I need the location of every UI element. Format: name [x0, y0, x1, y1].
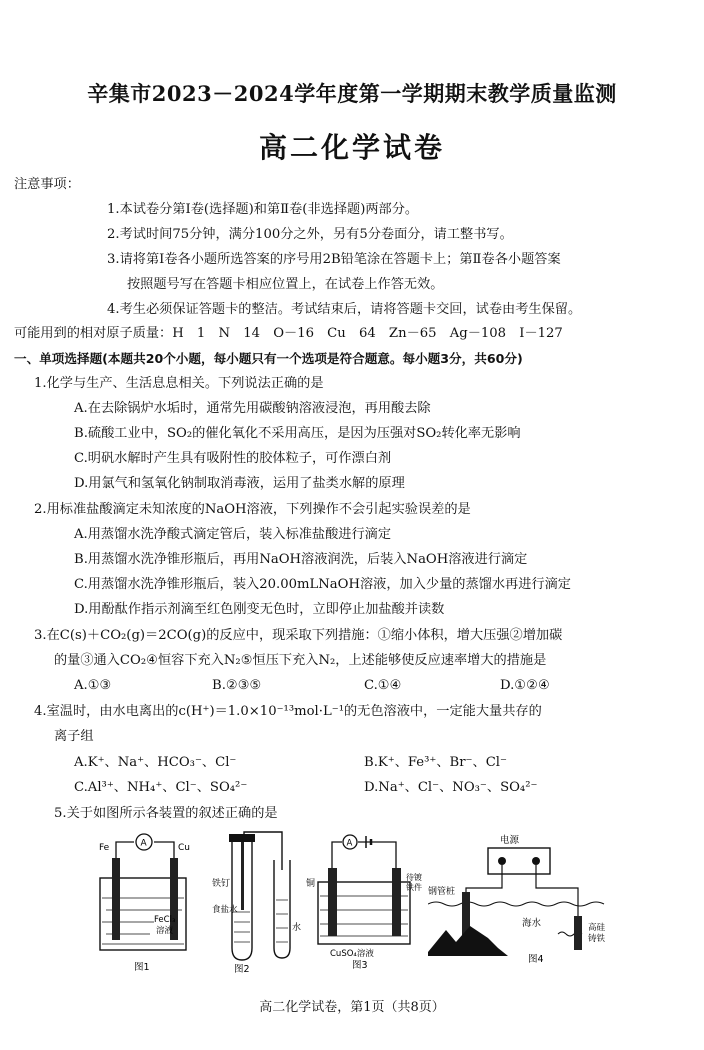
atomic-mass-line: 可能用到的相对原子质量：H 1 N 14 O－16 Cu 64 Zn－65 Ag－108 I－127	[14, 326, 563, 341]
notice-item: 4.考生必须保证答题卡的整洁。考试结束后，请将答题卡交回，试卷由考生保留。	[107, 302, 582, 317]
question-3-stem: 3.在C(s)＋CO₂(g)＝2CO(g)的反应中，现采取下列措施：①缩小体积，增大压强②增加碳	[34, 628, 563, 643]
fig2-caption: 图2	[234, 964, 250, 975]
q4-option-a: A.K⁺、Na⁺、HCO₃⁻、Cl⁻	[74, 755, 237, 770]
question-2-stem: 2.用标准盐酸滴定未知浓度的NaOH溶液，下列操作不会引起实验误差的是	[34, 502, 471, 517]
fig4-anode-label: 高硅	[588, 923, 606, 933]
fig4-anode-label-2: 铸铁	[588, 934, 606, 944]
fig3-solution-label: CuSO₄溶液	[330, 949, 374, 959]
fig3-meter-label: A	[346, 838, 353, 849]
fig3-iron-part	[392, 868, 401, 936]
notice-item: 按照题号写在答题卡相应位置上，在试卷上作答无效。	[127, 277, 444, 292]
q3-option-a: A.①③	[74, 678, 112, 693]
q2-option-d: D.用酚酞作指示剂滴至红色刚变无色时，立即停止加盐酸并读数	[74, 602, 445, 617]
fig4-caption: 图4	[528, 954, 544, 965]
fig1-solution-label: FeCl₃	[154, 915, 176, 925]
fig4-pile-label: 钢管桩	[428, 887, 456, 897]
notice-item: 1.本试卷分第Ⅰ卷(选择题)和第Ⅱ卷(非选择题)两部分。	[107, 202, 419, 217]
fig4-seawater-label: 海水	[522, 918, 542, 929]
q3-option-b: B.②③⑤	[212, 678, 262, 693]
q2-option-c: C.用蒸馏水洗净锥形瓶后，装入20.00mLNaOH溶液，加入少量的蒸馏水再进行滴定	[74, 577, 571, 592]
exam-subject-title: 高二化学试卷	[258, 131, 445, 164]
question-3-stem-cont: 的量③通入CO₂④恒容下充入N₂⑤恒压下充入N₂，上述能够使反应速率增大的措施是	[54, 653, 547, 668]
question-4-stem: 4.室温时，由水电离出的c(H⁺)＝1.0×10⁻¹³mol·L⁻¹的无色溶液中，一定能大量共存的	[34, 704, 542, 719]
figure-4-cathodic-protection	[428, 830, 618, 978]
fig2-water-label: 水	[292, 923, 302, 933]
fig1-fe-electrode	[112, 858, 120, 940]
question-4-stem-cont: 离子组	[54, 729, 94, 744]
notice-item: 2.考试时间75分钟，满分100分之外，另有5分卷面分，请工整书写。	[107, 227, 513, 242]
q4-option-c: C.Al³⁺、NH₄⁺、Cl⁻、SO₄²⁻	[74, 780, 248, 795]
q1-option-a: A.在去除锅炉水垢时，通常先用碳酸钠溶液浸泡，再用酸去除	[74, 401, 431, 416]
q1-option-d: D.用氯气和氢氧化钠制取消毒液，运用了盐类水解的原理	[74, 476, 405, 491]
figure-1-galvanic-cell	[94, 830, 194, 978]
fig4-power-label: 电源	[500, 835, 520, 846]
question-1-stem: 1.化学与生产、生活息息相关。下列说法正确的是	[34, 376, 324, 391]
figure-3-electroplating	[306, 830, 426, 978]
q3-option-c: C.①④	[364, 678, 402, 693]
fig1-solution-label-2: 溶液	[156, 926, 174, 936]
fig4-power-supply	[488, 848, 550, 874]
fig2-nail-label: 铁钉	[212, 879, 231, 889]
question-5-stem: 5.关于如图所示各装置的叙述正确的是	[54, 806, 278, 821]
fig3-copper-electrode	[328, 868, 337, 936]
fig2-water-tube	[274, 860, 290, 958]
q4-option-b: B.K⁺、Fe³⁺、Br⁻、Cl⁻	[364, 755, 507, 770]
fig1-meter-label: A	[140, 838, 147, 849]
fig3-right-label-2: 铁件	[406, 883, 422, 892]
q4-option-d: D.Na⁺、Cl⁻、NO₃⁻、SO₄²⁻	[364, 780, 538, 795]
page-footer: 高二化学试卷，第1页（共8页）	[259, 1000, 445, 1015]
fig1-right-electrode-label: Cu	[178, 843, 190, 853]
exam-title: 辛集市2023－2024学年度第一学期期末教学质量监测	[87, 81, 617, 106]
figure-2-nail-corrosion	[212, 830, 304, 978]
q1-option-c: C.明矾水解时产生具有吸附性的胶体粒子，可作漂白剂	[74, 451, 392, 466]
fig1-caption: 图1	[134, 962, 150, 973]
notice-item: 3.请将第Ⅰ卷各小题所选答案的序号用2B铅笔涂在答题卡上；第Ⅱ卷各小题答案	[107, 252, 561, 267]
fig3-caption: 图3	[352, 960, 368, 971]
q3-option-d: D.①②④	[500, 678, 550, 693]
q2-option-a: A.用蒸馏水洗净酸式滴定管后，装入标准盐酸进行滴定	[74, 527, 392, 542]
section-heading: 一、单项选择题(本题共20个小题，每小题只有一个选项是符合题意。每小题3分，共60分)	[14, 351, 523, 366]
q2-option-b: B.用蒸馏水洗净锥形瓶后，再用NaOH溶液润洗，后装入NaOH溶液进行滴定	[74, 552, 528, 567]
fig2-nail	[241, 842, 244, 910]
fig2-salt-water-label: 食盐水	[212, 905, 238, 915]
notice-heading: 注意事项：	[14, 177, 80, 192]
fig1-left-electrode-label: Fe	[99, 843, 110, 853]
fig3-right-label: 待镀	[406, 873, 422, 882]
fig4-anode	[574, 916, 582, 950]
fig3-left-label: 铜	[306, 879, 316, 889]
q1-option-b: B.硫酸工业中，SO₂的催化氧化不采用高压，是因为压强对SO₂转化率无影响	[74, 426, 521, 441]
